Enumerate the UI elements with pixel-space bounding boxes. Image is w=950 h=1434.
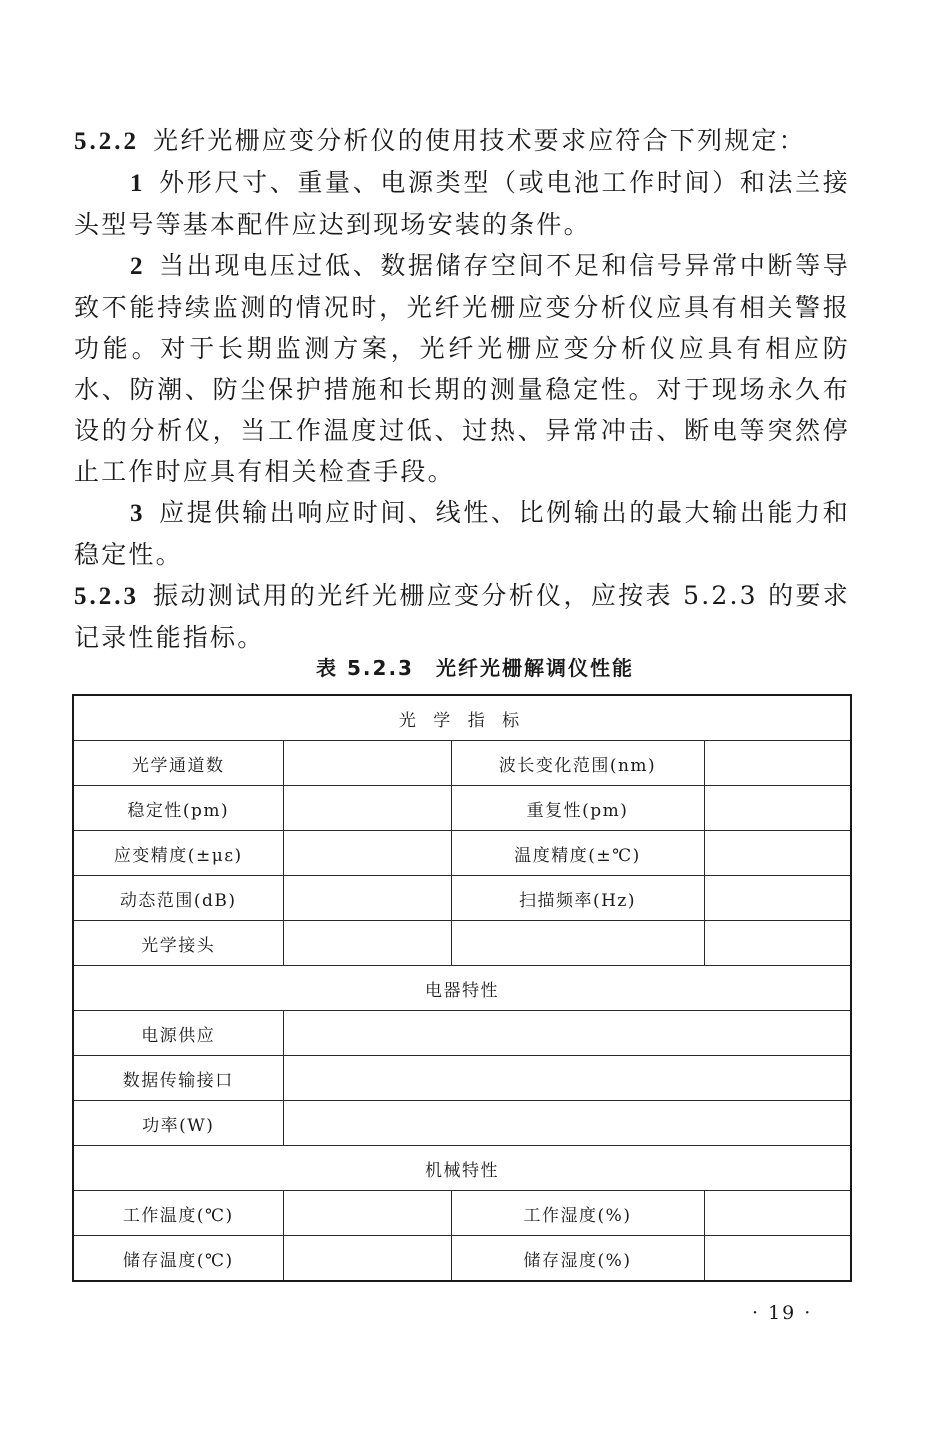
table-row: [73, 1146, 851, 1191]
table-cell-value: [704, 1191, 851, 1236]
clause-text: 振动测试用的光纤光栅应变分析仪，应按表 5.2.3 的要求记录性能指标。: [74, 581, 850, 652]
table-cell-value: [704, 921, 851, 966]
table-cell-label: 工作湿度(%): [451, 1191, 704, 1236]
table-row: [73, 786, 851, 831]
list-item-1: [74, 162, 850, 245]
table-cell-value: [704, 786, 851, 831]
table-cell-label: 稳定性(pm): [73, 786, 283, 831]
clause-5-2-3: [74, 575, 850, 658]
table-cell-value: [283, 921, 451, 966]
table-row: [73, 1101, 851, 1146]
table-row: [73, 876, 851, 921]
table-cell-value: [704, 1236, 851, 1282]
item-number: 1: [130, 170, 145, 197]
table-cell-label: 工作温度(℃): [73, 1191, 283, 1236]
table-cell-label: 储存湿度(%): [451, 1236, 704, 1282]
table-row: [73, 921, 851, 966]
table-cell-value: [704, 741, 851, 786]
table-cell-value: [283, 786, 451, 831]
table-cell-value: [283, 831, 451, 876]
list-item-3: [74, 492, 850, 575]
table-row: [73, 1011, 851, 1056]
item-number: 2: [130, 253, 145, 280]
table-cell-label: 温度精度(±℃): [451, 831, 704, 876]
table-cell-value: [283, 1191, 451, 1236]
section-header-mechanical: 机械特性: [73, 1146, 851, 1191]
table-cell-value: [283, 1011, 851, 1056]
table-row: [73, 695, 851, 741]
clause-text: 光纤光栅应变分析仪的使用技术要求应符合下列规定：: [153, 126, 806, 155]
table-cell-label: [451, 921, 704, 966]
table-row: [73, 1236, 851, 1282]
table-cell-label: 波长变化范围(nm): [451, 741, 704, 786]
table-cell-label: 应变精度(±με): [73, 831, 283, 876]
table-cell-label: 电源供应: [73, 1011, 283, 1056]
table-cell-value: [283, 1101, 851, 1146]
body-text: [74, 120, 850, 658]
table-row: [73, 966, 851, 1011]
item-text: 当出现电压过低、数据储存空间不足和信号异常中断等导致不能持续监测的情况时，光纤光栅应变分析仪应具有相关警报功能。对于长期监测方案，光纤光栅应变分析仪应具有相应防水、防潮、防尘保护措施和长期的测量稳定性。对于现场永久布设的分析仪，当工作温度过低、过热、异常冲击、断电等突然停止工作时应具有相关检查手段。: [74, 251, 850, 486]
table-caption-title: 光纤光栅解调仪性能: [435, 656, 634, 680]
table-cell-label: 重复性(pm): [451, 786, 704, 831]
table-caption-number: 表 5.2.3: [316, 656, 414, 680]
table-cell-label: 数据传输接口: [73, 1056, 283, 1101]
clause-5-2-2: [74, 120, 850, 162]
table-row: [73, 1056, 851, 1101]
table-cell-value: [283, 1056, 851, 1101]
performance-table: [72, 694, 852, 1282]
list-item-2: [74, 245, 850, 492]
table-cell-value: [283, 741, 451, 786]
table-row: [73, 1191, 851, 1236]
table-cell-label: 扫描频率(Hz): [451, 876, 704, 921]
section-header-optical: 光 学 指 标: [73, 695, 851, 741]
table-cell-label: 功率(W): [73, 1101, 283, 1146]
table-row: [73, 741, 851, 786]
section-header-electrical: 电器特性: [73, 966, 851, 1011]
table-cell-label: 储存温度(℃): [73, 1236, 283, 1282]
table-cell-value: [283, 1236, 451, 1282]
item-text: 应提供输出响应时间、线性、比例输出的最大输出能力和稳定性。: [74, 498, 850, 569]
table-cell-label: 光学接头: [73, 921, 283, 966]
table-cell-value: [704, 876, 851, 921]
table-caption: [0, 652, 950, 681]
item-number: 3: [130, 500, 145, 527]
table-cell-label: 光学通道数: [73, 741, 283, 786]
clause-number: 5.2.2: [74, 128, 139, 155]
clause-number: 5.2.3: [74, 583, 139, 610]
table-cell-label: 动态范围(dB): [73, 876, 283, 921]
table-row: [73, 831, 851, 876]
item-text: 外形尺寸、重量、电源类型（或电池工作时间）和法兰接头型号等基本配件应达到现场安装的条件。: [74, 168, 850, 239]
table-cell-value: [283, 876, 451, 921]
page-number: · 19 ·: [752, 1302, 813, 1324]
table-cell-value: [704, 831, 851, 876]
